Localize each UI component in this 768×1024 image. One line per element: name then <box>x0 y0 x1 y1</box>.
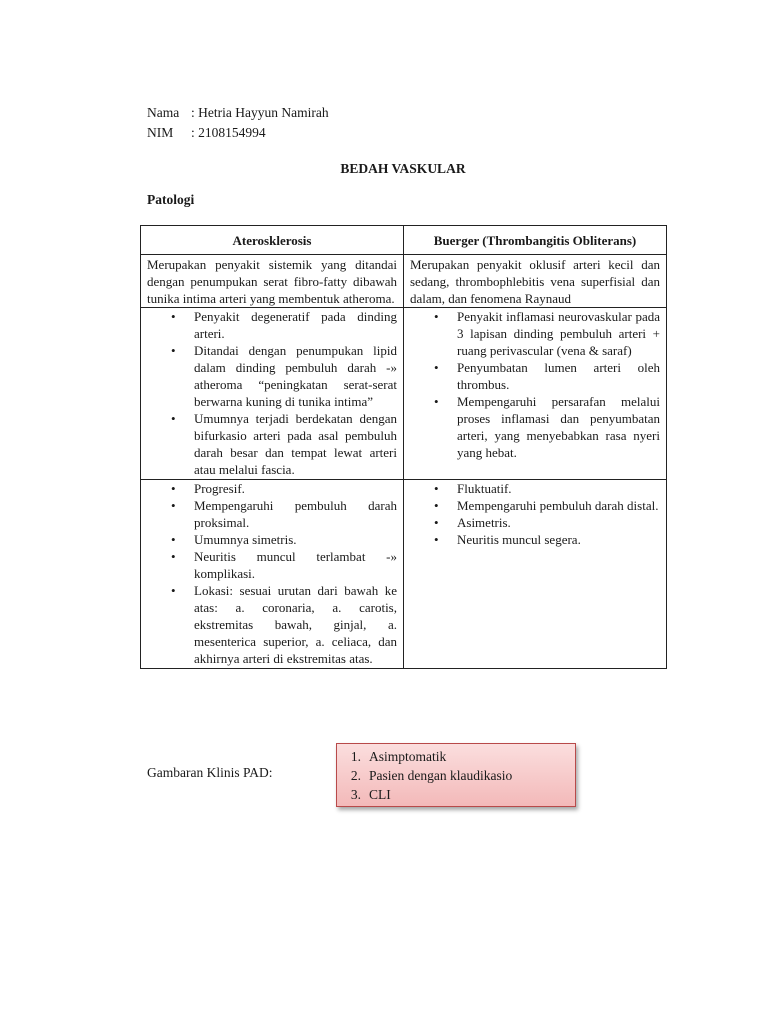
nim-row <box>147 123 329 143</box>
identity-block <box>147 103 329 143</box>
definition-aterosklerosis: Merupakan penyakit sistemik yang ditandai dengan penumpukan serat fibro-fatty dibawah tunika intima arteri yang membentuk atheroma. <box>141 255 404 308</box>
list-item: • Mempengaruhi persarafan melalui proses inflamasi dan penyumbatan arteri, yang menyebabkan rasa nyeri yang hebat. <box>410 393 660 461</box>
list-item: • Fluktuatif. <box>410 480 660 497</box>
list-item: • Penyumbatan lumen arteri oleh thrombus. <box>410 359 660 393</box>
table-header-row <box>141 226 667 255</box>
clinical-picture-box <box>336 743 576 807</box>
list-item-text: Pasien dengan klaudikasio <box>369 768 513 783</box>
list-item-number: 2. <box>350 768 361 783</box>
list-item <box>337 785 575 804</box>
name-value: : Hetria Hayyun Namirah <box>191 105 329 120</box>
characteristics-row <box>141 308 667 480</box>
list-item: • Progresif. <box>147 480 397 497</box>
name-label: Nama <box>147 105 180 120</box>
list-item: • Mempengaruhi pembuluh darah proksimal. <box>147 497 397 531</box>
list-item-number: 1. <box>350 749 361 764</box>
characteristics-aterosklerosis-cell <box>141 308 404 480</box>
list-item: • Mempengaruhi pembuluh darah distal. <box>410 497 660 514</box>
list-item: • Penyakit degeneratif pada dinding arteri. <box>147 308 397 342</box>
list-item-text: CLI <box>369 787 391 802</box>
name-row <box>147 103 329 123</box>
features-buerger-list <box>410 480 660 549</box>
list-item: • Neuritis muncul terlambat -» komplikasi. <box>147 548 397 582</box>
nim-label: NIM <box>147 125 174 140</box>
list-item-number: 3. <box>350 787 361 802</box>
clinical-picture-list <box>337 747 575 804</box>
characteristics-buerger-list <box>410 308 660 462</box>
section-heading: Patologi <box>147 192 195 207</box>
features-aterosklerosis-cell <box>141 480 404 669</box>
document-title: BEDAH VASKULAR <box>340 161 466 176</box>
list-item: • Umumnya simetris. <box>147 531 397 548</box>
list-item <box>337 766 575 785</box>
list-item: • Neuritis muncul segera. <box>410 531 660 548</box>
list-item: • Penyakit inflamasi neurovaskular pada 3 lapisan dinding pembuluh arteri + ruang perivascular (vena & saraf) <box>410 308 660 359</box>
column-header-buerger: Buerger (Thrombangitis Obliterans) <box>404 226 667 255</box>
characteristics-aterosklerosis-list <box>147 308 397 479</box>
list-item-text: Asimptomatik <box>369 749 447 764</box>
list-item: • Umumnya terjadi berdekatan dengan bifurkasio arteri pada asal pembuluh darah besar dan tempat lewat arteri atau melalui fascia. <box>147 410 397 478</box>
features-aterosklerosis-list <box>147 480 397 668</box>
features-row <box>141 480 667 669</box>
nim-value: : 2108154994 <box>191 125 266 140</box>
column-header-aterosklerosis: Aterosklerosis <box>141 226 404 255</box>
list-item: • Lokasi: sesuai urutan dari bawah ke atas: a. coronaria, a. carotis, ekstremitas bawah, ginjal, a. mesenterica superior, a. celiaca, dan akhirnya arteri di ekstremitas atas. <box>147 582 397 667</box>
definition-row <box>141 255 667 308</box>
list-item <box>337 747 575 766</box>
definition-buerger: Merupakan penyakit oklusif arteri kecil dan sedang, thrombophlebitis vena superfisial dan dalam, dan fenomena Raynaud <box>404 255 667 308</box>
list-item: • Ditandai dengan penumpukan lipid dalam dinding pembuluh darah -» atheroma “peningkatan serat-serat berwarna kuning di tunika intima” <box>147 342 397 410</box>
list-item: • Asimetris. <box>410 514 660 531</box>
features-buerger-cell <box>404 480 667 669</box>
characteristics-buerger-cell <box>404 308 667 480</box>
clinical-picture-label: Gambaran Klinis PAD: <box>147 765 273 780</box>
patologi-table <box>140 225 667 669</box>
